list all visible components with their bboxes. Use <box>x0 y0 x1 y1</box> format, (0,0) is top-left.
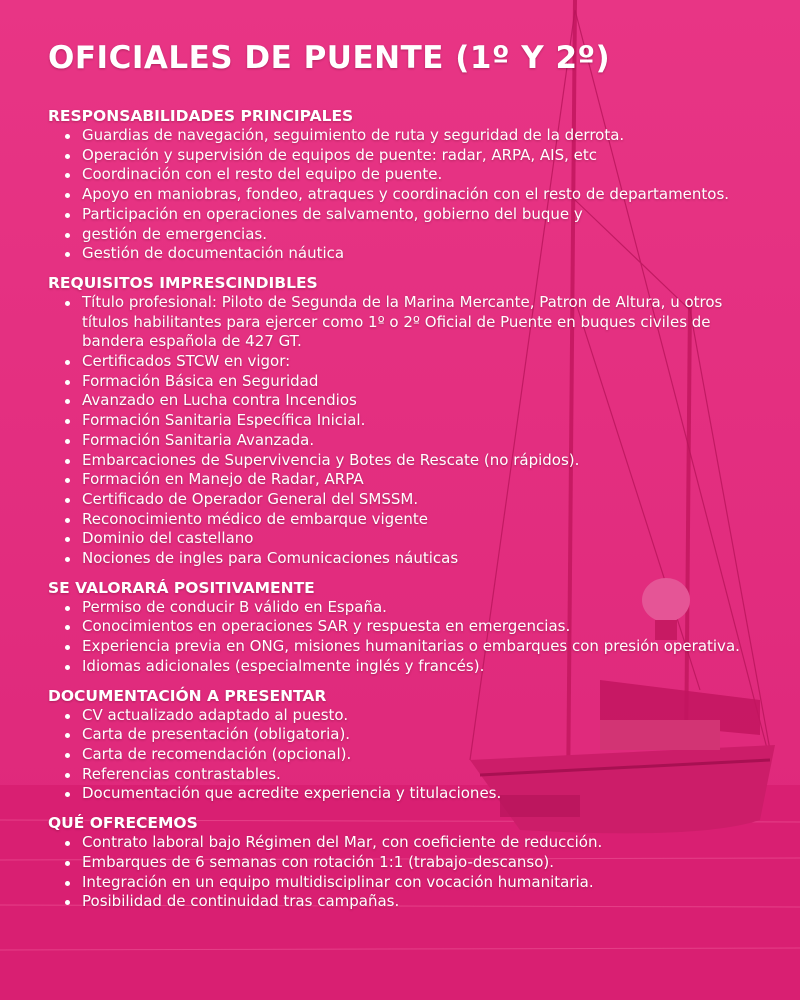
section-documentacion <box>48 686 768 805</box>
bullet-list <box>48 126 768 264</box>
section-heading: DOCUMENTACIÓN A PRESENTAR <box>48 686 327 705</box>
list-item: Permiso de conducir B válido en España. <box>82 598 768 618</box>
list-item: Documentación que acredite experiencia y titulaciones. <box>82 784 768 804</box>
list-item: Formación Sanitaria Específica Inicial. <box>82 411 768 431</box>
section-requisitos <box>48 273 768 569</box>
list-item: Dominio del castellano <box>82 529 768 549</box>
list-item: Integración en un equipo multidisciplinar con vocación humanitaria. <box>82 873 768 893</box>
section-heading: RESPONSABILIDADES PRINCIPALES <box>48 107 354 125</box>
list-item: Certificado de Operador General del SMSSM. <box>82 490 768 510</box>
list-item: Formación en Manejo de Radar, ARPA <box>82 470 768 490</box>
list-item: Posibilidad de continuidad tras campañas. <box>82 892 768 912</box>
list-item: Avanzado en Lucha contra Incendios <box>82 391 768 411</box>
list-item: Referencias contrastables. <box>82 765 768 785</box>
bullet-list <box>48 293 768 569</box>
section-heading: REQUISITOS IMPRESCINDIBLES <box>48 273 318 292</box>
list-item: Guardias de navegación, seguimiento de ruta y seguridad de la derrota. <box>82 126 768 146</box>
list-item: Conocimientos en operaciones SAR y respuesta en emergencias. <box>82 617 768 637</box>
list-item: Operación y supervisión de equipos de puente: radar, ARPA, AIS, etc <box>82 146 768 166</box>
list-item: Formación Básica en Seguridad <box>82 372 768 392</box>
list-item: Gestión de documentación náutica <box>82 244 768 264</box>
list-item: Coordinación con el resto del equipo de puente. <box>82 165 768 185</box>
list-item: Contrato laboral bajo Régimen del Mar, con coeficiente de reducción. <box>82 833 768 853</box>
list-item: Título profesional: Piloto de Segunda de la Marina Mercante, Patron de Altura, u otros títulos habilitantes para ejercer como 1º o 2º Oficial de Puente en buques civiles de bandera española de 427 GT. <box>82 293 768 352</box>
list-item: Embarcaciones de Supervivencia y Botes de Rescate (no rápidos). <box>82 451 768 471</box>
list-item: Experiencia previa en ONG, misiones humanitarias o embarques con presión operativa. <box>82 637 768 657</box>
list-item: Apoyo en maniobras, fondeo, atraques y coordinación con el resto de departamentos. <box>82 185 768 205</box>
section-valorara <box>48 578 768 677</box>
section-heading: QUÉ OFRECEMOS <box>48 814 198 833</box>
section-heading: SE VALORARÁ POSITIVAMENTE <box>48 578 315 597</box>
section-ofrecemos <box>48 813 768 912</box>
list-item: Certificados STCW en vigor: <box>82 352 768 372</box>
page-title: OFICIALES DE PUENTE (1º Y 2º) <box>48 40 611 76</box>
bullet-list <box>48 598 768 677</box>
list-item: CV actualizado adaptado al puesto. <box>82 706 768 726</box>
bullet-list <box>48 706 768 805</box>
list-item: Reconocimiento médico de embarque vigente <box>82 510 768 530</box>
section-responsabilidades <box>48 106 768 264</box>
list-item: gestión de emergencias. <box>82 225 768 245</box>
job-posting <box>48 40 768 921</box>
list-item: Carta de recomendación (opcional). <box>82 745 768 765</box>
list-item: Embarques de 6 semanas con rotación 1:1 (trabajo-descanso). <box>82 853 768 873</box>
list-item: Formación Sanitaria Avanzada. <box>82 431 768 451</box>
list-item: Participación en operaciones de salvamento, gobierno del buque y <box>82 205 768 225</box>
list-item: Idiomas adicionales (especialmente inglés y francés). <box>82 657 768 677</box>
bullet-list <box>48 833 768 912</box>
list-item: Carta de presentación (obligatoria). <box>82 725 768 745</box>
list-item: Nociones de ingles para Comunicaciones náuticas <box>82 549 768 569</box>
